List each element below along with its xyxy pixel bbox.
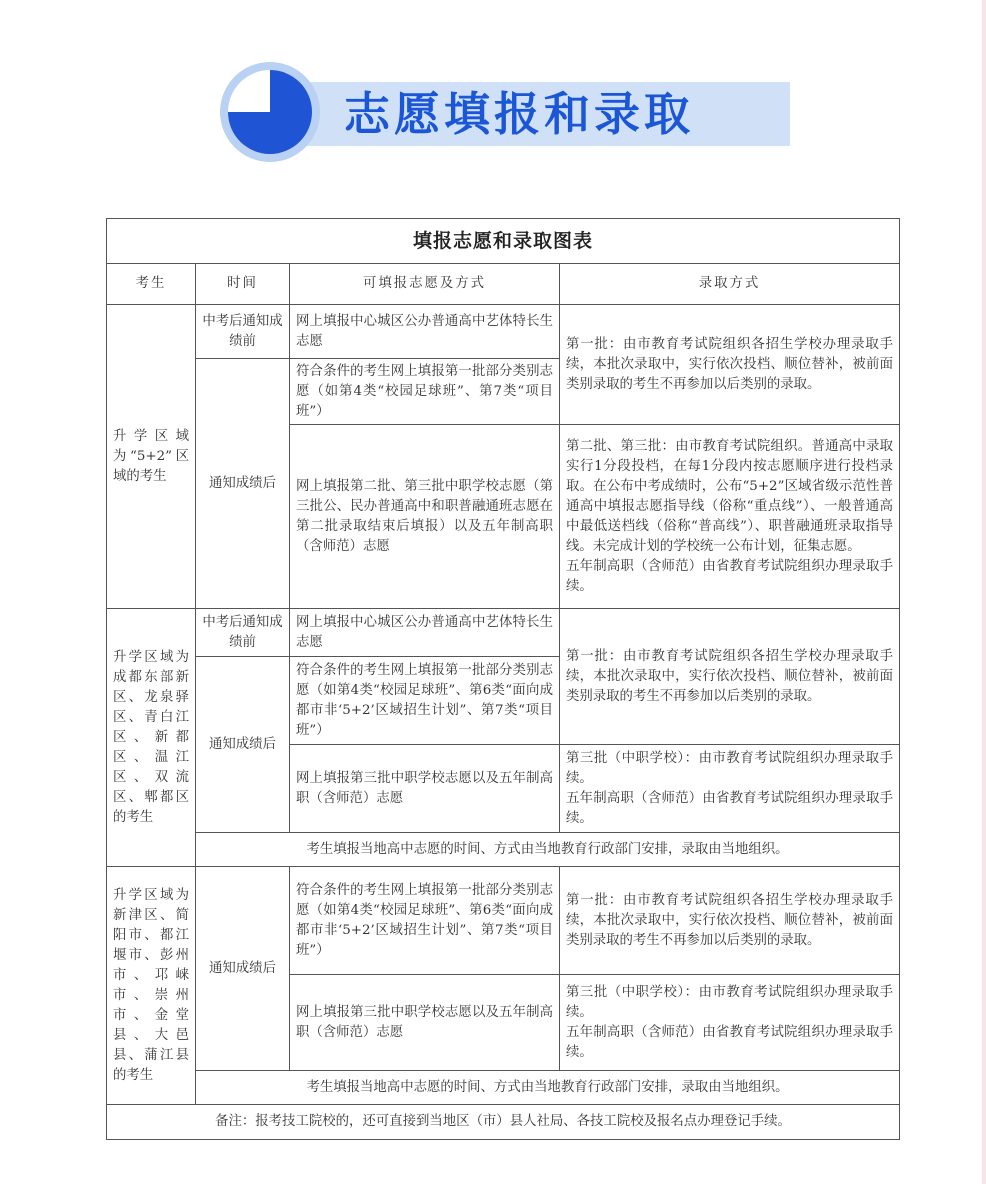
g3-student-cell: 升学区域为新津区、简阳市、都江堰市、彭州市、邛崃市、崇州市、金堂县、大邑县、蒲江县的考生 bbox=[107, 867, 196, 1105]
g1-admission-1: 第一批：由市教育考试院组织各招生学校办理录取手续，本批次录取中，实行依次投档、顺位替补，被前面类别录取的考生不再参加以后类别的录取。 bbox=[560, 305, 900, 425]
g3-admission-3: 五年制高职（含师范）由省教育考试院组织办理录取手续。 bbox=[566, 1024, 894, 1060]
g1-time-after: 通知成绩后 bbox=[196, 359, 290, 609]
g1-option-2: 符合条件的考生网上填报第一批部分类别志愿（如第4类“校园足球班”、第7类“项目班”） bbox=[290, 359, 560, 425]
g2-admission-1: 第一批：由市教育考试院组织各招生学校办理录取手续，本批次录取中，实行依次投档、顺位替补，被前面类别录取的考生不再参加以后类别的录取。 bbox=[560, 609, 900, 745]
admission-table bbox=[106, 218, 900, 1140]
g1-admission-3: 五年制高职（含师范）由省教育考试院组织办理录取手续。 bbox=[566, 558, 894, 594]
g1-option-1: 网上填报中心城区公办普通高中艺体特长生志愿 bbox=[290, 305, 560, 359]
g1-student-cell: 升学区域为“5+2”区域的考生 bbox=[107, 305, 196, 609]
g1-admission-2: 第二批、第三批：由市教育考试院组织。普通高中录取实行1分段投档，在每1分段内按志愿顺序进行投档录取。在公布中考成绩时，公布“5+2”区域省级示范性普通高中填报志愿指导线（俗称“重点线”）、一般普通高中最低送档线（俗称“普高线”）、职普融通班录取指导线。未完成计划的学校统一公布计划，征集志愿。 bbox=[566, 438, 894, 554]
g2-local-note: 考生填报当地高中志愿的时间、方式由当地教育行政部门安排，录取由当地组织。 bbox=[196, 833, 900, 867]
section-header bbox=[220, 62, 800, 162]
g2-option-2: 符合条件的考生网上填报第一批部分类别志愿（如第4类“校园足球班”、第6类“面向成都市非‘5+2’区域招生计划”、第7类“项目班”） bbox=[290, 657, 560, 745]
table-header-row bbox=[107, 264, 900, 305]
column-header-admission: 录取方式 bbox=[560, 264, 900, 305]
g2-admission-3: 五年制高职（含师范）由省教育考试院组织办理录取手续。 bbox=[566, 790, 894, 826]
pie-logo-inner bbox=[228, 70, 312, 154]
g2-time-before: 中考后通知成绩前 bbox=[196, 609, 290, 657]
table-row bbox=[107, 609, 900, 657]
page-title: 志愿填报和录取 bbox=[344, 87, 694, 141]
table-row bbox=[107, 305, 900, 359]
g3-admission-1: 第一批：由市教育考试院组织各招生学校办理录取手续，本批次录取中，实行依次投档、顺位替补，被前面类别录取的考生不再参加以后类别的录取。 bbox=[560, 867, 900, 975]
g2-admission-2: 第三批（中职学校）：由市教育考试院组织办理录取手续。 bbox=[566, 750, 894, 786]
table-row bbox=[107, 1105, 900, 1140]
g3-time-after: 通知成绩后 bbox=[196, 867, 290, 1071]
column-header-student: 考生 bbox=[107, 264, 196, 305]
table-footnote: 备注：报考技工院校的，还可直接到当地区（市）县人社局、各技工院校及报名点办理登记手续。 bbox=[107, 1105, 900, 1140]
g1-admission-2-cell bbox=[560, 425, 900, 609]
g2-student-cell: 升学区域为成都东部新区、龙泉驿区、青白江区、新都区、温江区、双流区、郫都区的考生 bbox=[107, 609, 196, 867]
g3-local-note: 考生填报当地高中志愿的时间、方式由当地教育行政部门安排，录取由当地组织。 bbox=[196, 1071, 900, 1105]
table-row bbox=[107, 833, 900, 867]
g2-admission-2-cell bbox=[560, 745, 900, 833]
g1-time-before: 中考后通知成绩前 bbox=[196, 305, 290, 359]
g3-option-1: 符合条件的考生网上填报第一批部分类别志愿（如第4类“校园足球班”、第6类“面向成都市非‘5+2’区域招生计划”、第7类“项目班”） bbox=[290, 867, 560, 975]
column-header-time: 时间 bbox=[196, 264, 290, 305]
g3-admission-2-cell bbox=[560, 975, 900, 1071]
g2-option-1: 网上填报中心城区公办普通高中艺体特长生志愿 bbox=[290, 609, 560, 657]
table-row bbox=[107, 1071, 900, 1105]
right-edge-stripe bbox=[982, 0, 986, 1184]
g1-option-3: 网上填报第二批、第三批中职学校志愿（第三批公、民办普通高中和职普融通班志愿在第二批录取结束后填报）以及五年制高职（含师范）志愿 bbox=[290, 425, 560, 609]
g2-option-3: 网上填报第三批中职学校志愿以及五年制高职（含师范）志愿 bbox=[290, 745, 560, 833]
table-row bbox=[107, 867, 900, 975]
column-header-options: 可填报志愿及方式 bbox=[290, 264, 560, 305]
g3-admission-2: 第三批（中职学校）：由市教育考试院组织办理录取手续。 bbox=[566, 984, 894, 1020]
g2-time-after: 通知成绩后 bbox=[196, 657, 290, 833]
pie-logo-icon bbox=[220, 62, 320, 162]
g3-option-2: 网上填报第三批中职学校志愿以及五年制高职（含师范）志愿 bbox=[290, 975, 560, 1071]
table-title: 填报志愿和录取图表 bbox=[107, 219, 900, 264]
